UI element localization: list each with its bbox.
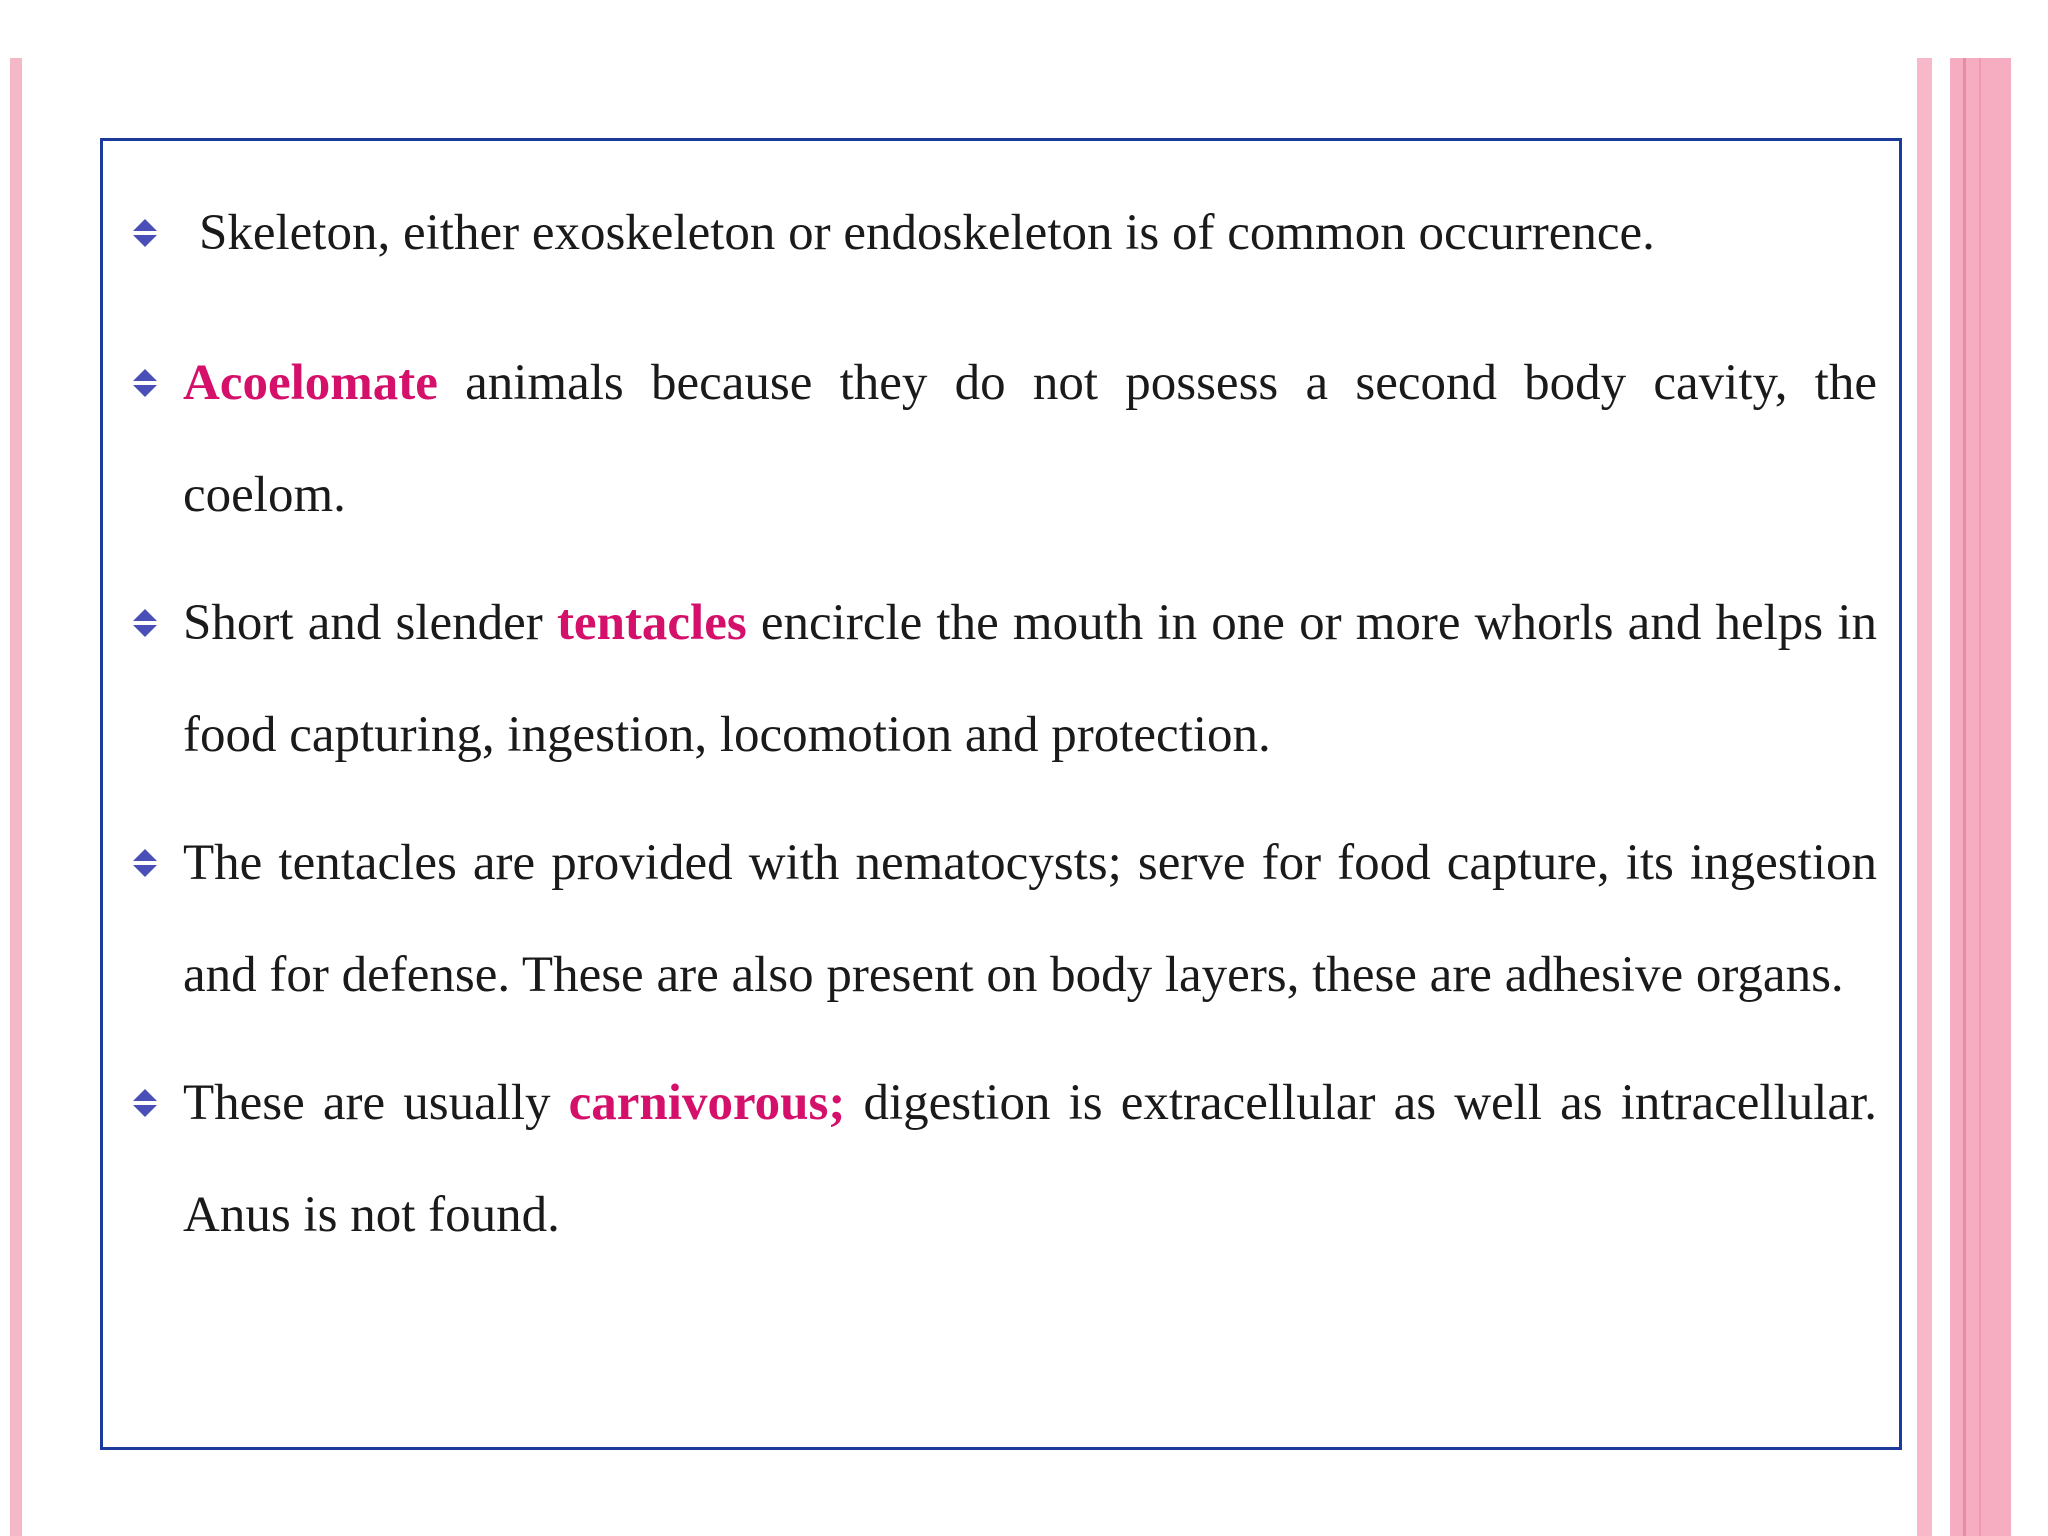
bullet-text: animals because they do not possess a second body cavity, the coelom. xyxy=(183,355,1877,523)
right-decorative-line xyxy=(1979,58,1981,1536)
highlight-term: Acoelomate xyxy=(183,355,438,411)
bullet-text: encircle the mouth in one or more whorls and helps in food capturing, ingestion, locomotion and protection. xyxy=(183,595,1877,763)
bullet-item-tentacles xyxy=(127,567,1877,791)
right-decorative-line xyxy=(1963,58,1966,1536)
diamond-arrows-icon xyxy=(131,807,159,919)
diamond-arrows-icon xyxy=(131,1047,159,1159)
bullet-item-acoelomate xyxy=(127,327,1877,551)
bullet-text: Skeleton, either exoskeleton or endoskeleton is of common occurrence. xyxy=(199,205,1655,261)
left-decorative-stripe xyxy=(10,58,22,1536)
bullet-text: These are usually xyxy=(183,1075,569,1131)
bullet-text: digestion is extracellular as well as intracellular. Anus is not found. xyxy=(183,1075,1877,1243)
diamond-arrows-icon xyxy=(131,201,159,265)
highlight-term: tentacles xyxy=(556,595,747,651)
bullet-list xyxy=(127,201,1877,1287)
right-decorative-stripe xyxy=(1917,58,1932,1536)
bullet-item-nematocysts xyxy=(127,807,1877,1031)
highlight-term: carnivorous; xyxy=(568,1075,846,1131)
diamond-arrows-icon xyxy=(131,327,159,439)
diamond-arrows-icon xyxy=(131,567,159,679)
bullet-item-carnivorous xyxy=(127,1047,1877,1271)
bullet-text: The tentacles are provided with nematocysts; serve for food capture, its ingestion and for defense. These are also present on body layers, these are adhesive organs. xyxy=(183,835,1877,1003)
bullet-item-skeleton xyxy=(127,201,1877,265)
content-box xyxy=(100,138,1902,1450)
bullet-text: Short and slender xyxy=(183,595,557,651)
